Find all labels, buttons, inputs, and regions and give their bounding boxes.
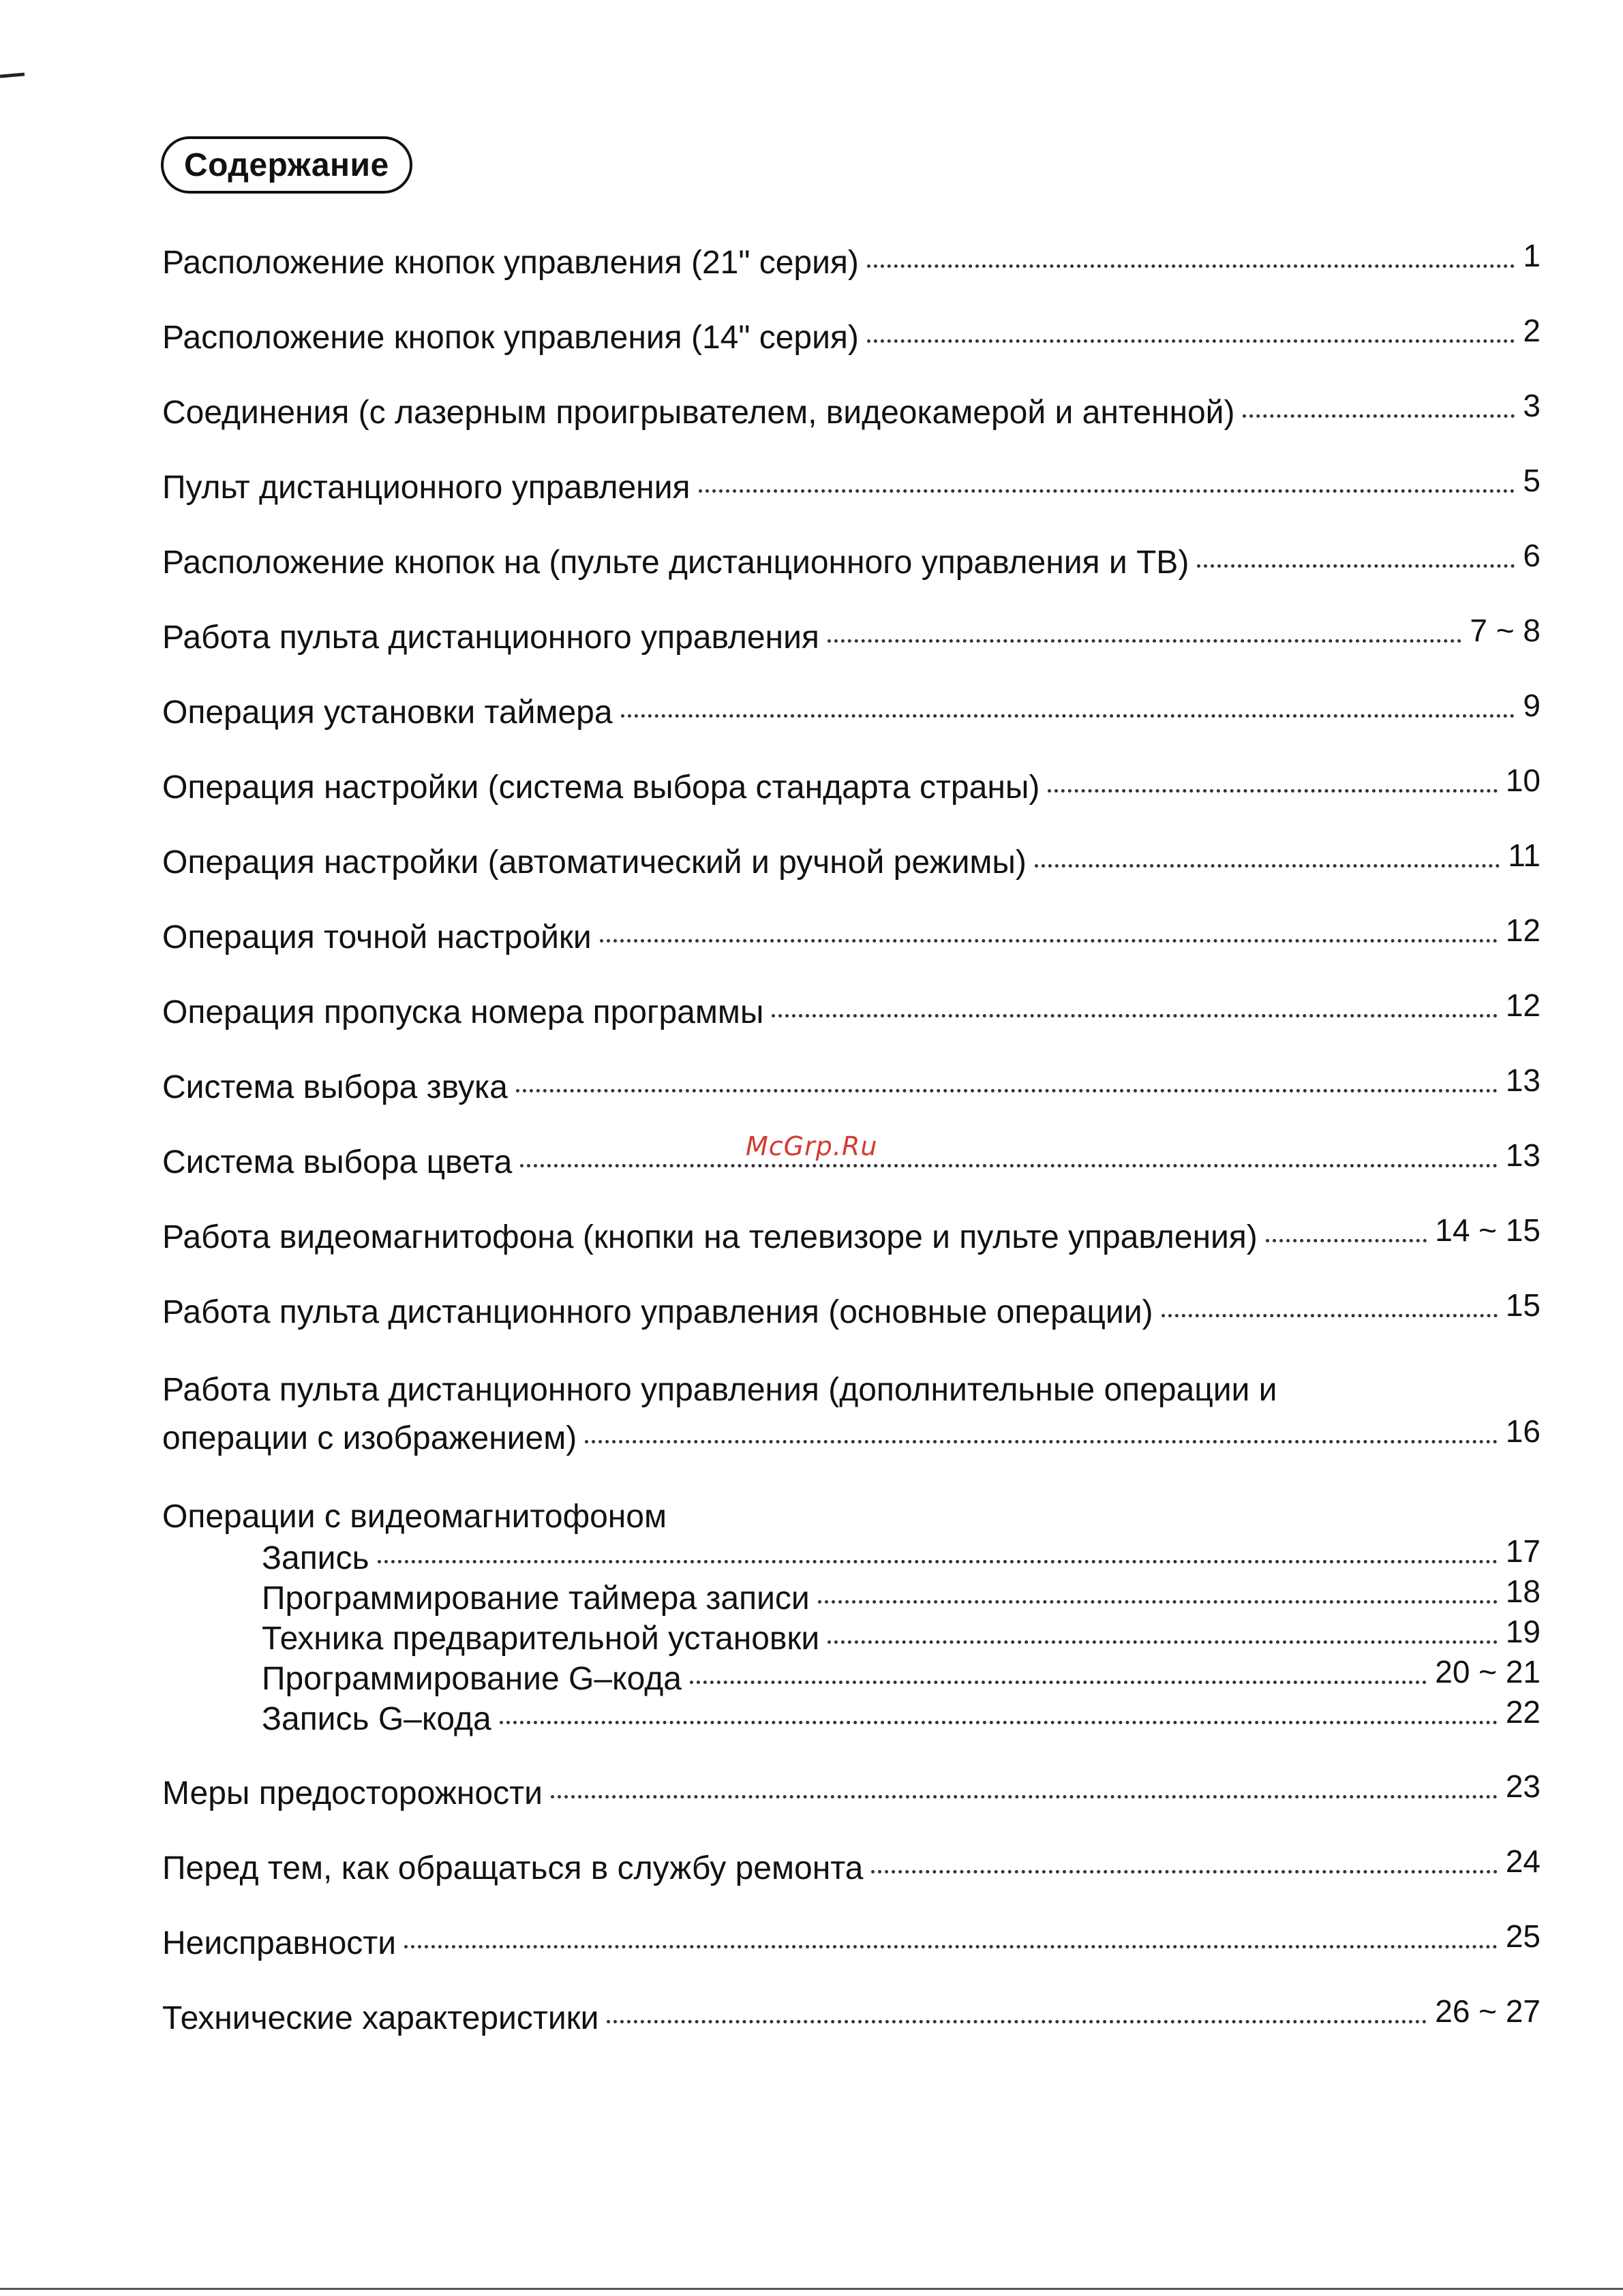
dot-leader	[551, 1795, 1498, 1798]
dot-leader	[520, 1164, 1498, 1167]
dot-leader	[772, 1014, 1497, 1017]
toc-page-number: 6	[1523, 538, 1541, 573]
dot-leader	[867, 264, 1515, 268]
toc-entry-label: Операция установки таймера	[162, 694, 613, 731]
toc-page-number: 9	[1523, 688, 1541, 723]
toc-page-number: 15	[1505, 1287, 1541, 1323]
toc-entry-label: Расположение кнопок управления (14" серия)	[162, 320, 859, 356]
toc-entry[interactable]	[162, 1769, 1541, 1814]
page-title	[161, 136, 412, 194]
toc-entry-label: Неисправности	[162, 1925, 397, 1961]
dot-leader	[818, 1600, 1498, 1604]
toc-page-number: 17	[1505, 1533, 1541, 1569]
toc-entry[interactable]	[162, 763, 1541, 808]
toc-page-number: 25	[1505, 1918, 1541, 1954]
toc-entry-label: Расположение кнопок управления (21" серия)	[162, 245, 859, 281]
toc-entry[interactable]	[162, 988, 1541, 1033]
toc-entry[interactable]	[162, 463, 1541, 508]
toc-page-number: 14 ~ 15	[1435, 1212, 1541, 1248]
dot-leader	[828, 639, 1462, 643]
dot-leader	[585, 1440, 1498, 1443]
toc-entry-label: Перед тем, как обращаться в службу ремонта	[162, 1850, 864, 1886]
dot-leader	[1035, 864, 1500, 868]
page-title-text: Содержание	[184, 147, 389, 183]
toc-subentry[interactable]	[162, 1654, 1541, 1699]
toc-entry[interactable]	[162, 1212, 1541, 1258]
toc-entry-label-line1: Работа пульта дистанционного управления (дополнительные операции и	[162, 1372, 1277, 1408]
toc-subentry-label: Запись G–кода	[262, 1701, 491, 1737]
toc-entry[interactable]	[162, 1993, 1541, 2039]
dot-leader	[378, 1560, 1498, 1563]
toc-entry-label-line2: операции с изображением)	[162, 1420, 577, 1456]
toc-page-number: 7 ~ 8	[1470, 613, 1541, 648]
toc-entry-label: Операция точной настройки	[162, 919, 592, 955]
toc-page-number: 3	[1523, 388, 1541, 423]
toc-subentry[interactable]	[162, 1574, 1541, 1619]
toc-page-number: 20 ~ 21	[1435, 1654, 1541, 1689]
dot-leader	[1243, 414, 1515, 418]
dot-leader	[607, 2020, 1427, 2023]
toc-entry[interactable]	[162, 688, 1541, 733]
toc-entry[interactable]	[162, 1287, 1541, 1333]
toc-page-number: 19	[1505, 1614, 1541, 1649]
toc-subentry-label: Техника предварительной установки	[262, 1621, 820, 1657]
dot-leader	[600, 939, 1498, 943]
toc-page-number: 1	[1523, 238, 1541, 273]
toc-page-number: 12	[1505, 988, 1541, 1023]
dot-leader	[1162, 1314, 1498, 1317]
dot-leader	[867, 339, 1515, 343]
toc-page-number: 16	[1505, 1413, 1541, 1449]
dot-leader	[1197, 564, 1515, 568]
toc-page-number: 11	[1508, 838, 1541, 873]
toc-group-heading: Операции с видеомагнитофоном	[162, 1499, 667, 1535]
toc-entry-label: Соединения (с лазерным проигрывателем, видеокамерой и антенной)	[162, 395, 1235, 431]
toc-entry[interactable]	[162, 1843, 1541, 1889]
toc-entry[interactable]	[162, 388, 1541, 433]
toc-entry-label: Операция настройки (автоматический и ручной режимы)	[162, 844, 1027, 881]
toc-entry[interactable]	[162, 838, 1541, 883]
toc-entry-label: Работа пульта дистанционного управления (основные операции)	[162, 1294, 1153, 1330]
dot-leader	[621, 714, 1515, 718]
toc-subentry[interactable]	[162, 1533, 1541, 1578]
toc-entry[interactable]	[162, 238, 1541, 284]
dot-leader	[871, 1870, 1497, 1873]
toc-entry-label: Пульт дистанционного управления	[162, 470, 691, 506]
toc-page-number: 26 ~ 27	[1435, 1993, 1541, 2029]
toc-page-number: 23	[1505, 1769, 1541, 1804]
toc-entry-label: Технические характеристики	[162, 2000, 599, 2036]
toc-page-number: 5	[1523, 463, 1541, 498]
toc-entry[interactable]	[162, 538, 1541, 583]
toc-subentry-label: Запись	[262, 1540, 369, 1576]
dot-leader	[404, 1945, 1498, 1948]
toc-page-number: 18	[1505, 1574, 1541, 1609]
toc-subentry[interactable]	[162, 1694, 1541, 1739]
dot-leader	[1266, 1239, 1427, 1242]
toc-page-number: 2	[1523, 313, 1541, 348]
watermark: McGrp.Ru	[746, 1131, 878, 1161]
toc-entry[interactable]	[162, 613, 1541, 658]
dot-leader	[1048, 789, 1498, 793]
toc-entry[interactable]	[162, 313, 1541, 358]
toc-page-number: 24	[1505, 1843, 1541, 1879]
toc-entry-label: Работа видеомагнитофона (кнопки на телевизоре и пульте управления)	[162, 1219, 1258, 1255]
toc-entry-label: Операция пропуска номера программы	[162, 994, 764, 1030]
toc-subentry[interactable]	[162, 1614, 1541, 1659]
toc-entry[interactable]	[162, 1918, 1541, 1964]
toc-page-number: 13	[1505, 1062, 1541, 1098]
toc-page-number: 22	[1505, 1694, 1541, 1730]
toc-entry-label: Система выбора звука	[162, 1069, 508, 1105]
toc-entry-label: Работа пульта дистанционного управления	[162, 619, 819, 656]
dot-leader	[500, 1721, 1498, 1724]
dot-leader	[828, 1640, 1498, 1644]
dot-leader	[699, 489, 1515, 493]
toc-entry-label: Расположение кнопок на (пульте дистанционного управления и ТВ)	[162, 545, 1189, 581]
toc-entry[interactable]	[162, 913, 1541, 958]
toc-entry-label: Меры предосторожности	[162, 1775, 543, 1811]
toc-subentry-label: Программирование таймера записи	[262, 1580, 810, 1617]
toc-subentry-label: Программирование G–кода	[262, 1661, 682, 1697]
toc-page-number: 13	[1505, 1137, 1541, 1173]
toc-page-number: 12	[1505, 913, 1541, 948]
toc-page-number: 10	[1505, 763, 1541, 798]
toc-entry-label: Операция настройки (система выбора стандарта страны)	[162, 769, 1040, 806]
dot-leader	[690, 1681, 1427, 1684]
toc-entry[interactable]	[162, 1062, 1541, 1108]
scan-bottom-edge	[0, 2288, 1623, 2290]
dot-leader	[516, 1089, 1498, 1092]
scan-edge-mark	[0, 72, 25, 78]
toc-entry-wrapped[interactable]	[162, 1366, 1541, 1463]
toc-entry-label: Система выбора цвета	[162, 1144, 513, 1180]
